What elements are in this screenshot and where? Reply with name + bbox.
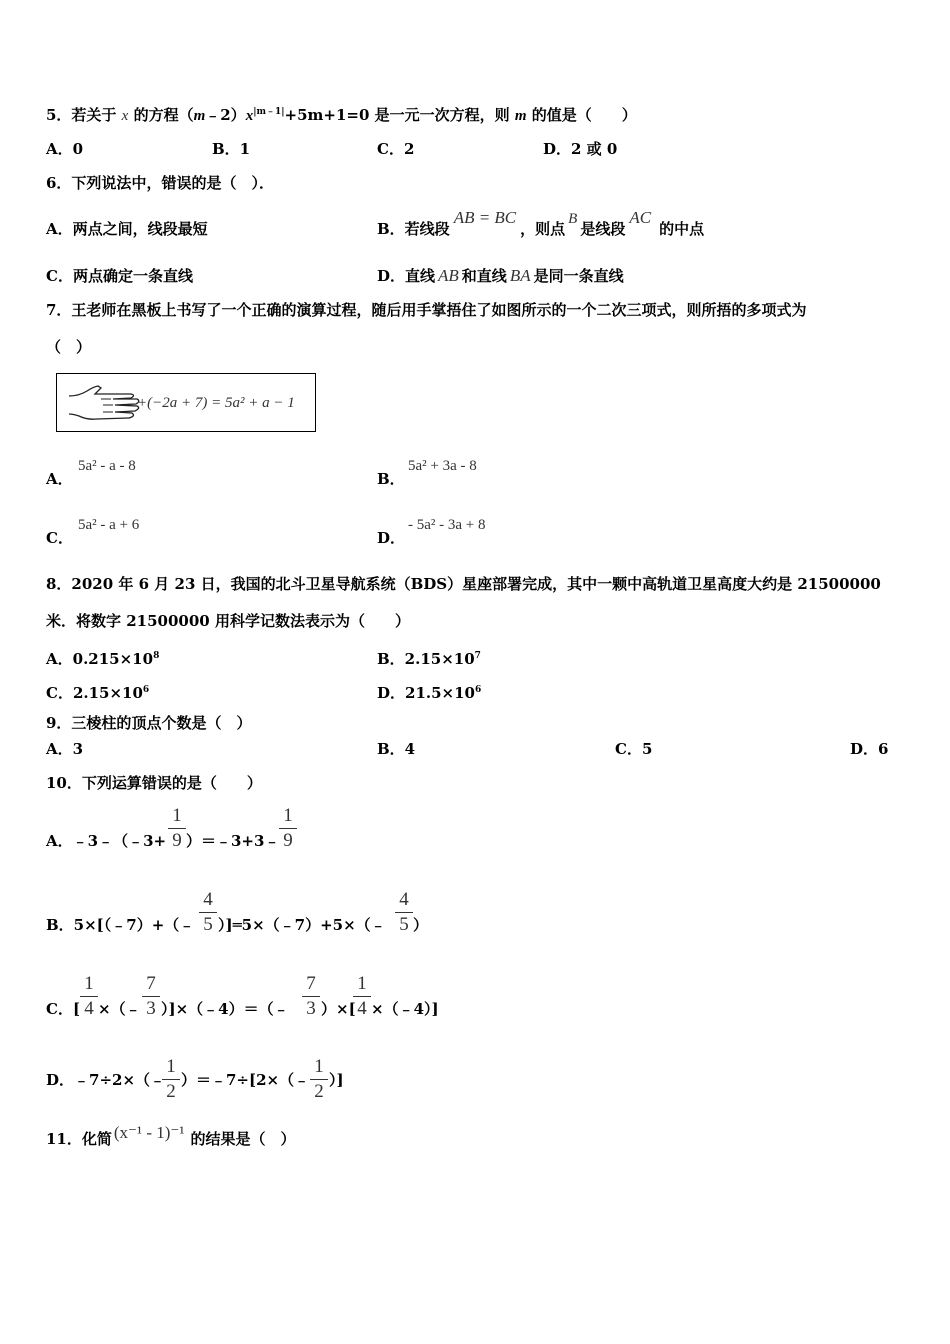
q10-c-fraction-3 (302, 974, 320, 1019)
q11-stem (46, 1123, 296, 1148)
q5-option-b: B．1 (212, 140, 251, 158)
frac-den: 2 (166, 1081, 176, 1102)
hand-icon (65, 378, 145, 428)
q7-option-d-label: D． (377, 529, 406, 547)
q6-option-b (377, 208, 705, 239)
q6-option-a: A．两点之间，线段最短 (46, 220, 208, 238)
q7-option-d-expr: - 5a² - 3a + 8 (408, 517, 486, 533)
frac-den: 3 (146, 998, 156, 1019)
q6-b-pre: B．若线段 (377, 220, 450, 238)
q5-var-m: m (193, 108, 206, 124)
q7-option-a-expr: 5a² - a - 8 (78, 458, 136, 474)
q8-option-d (377, 681, 481, 702)
q10-c-fraction-2 (142, 974, 160, 1019)
q8-b-exp: 7 (474, 651, 481, 661)
q7-figure (56, 373, 316, 432)
frac-den: 2 (314, 1081, 324, 1102)
q6-d-math2: BA (509, 266, 531, 285)
q9-stem: 9．三棱柱的顶点个数是（ ） (46, 714, 252, 732)
q6-option-c: C．两点确定一条直线 (46, 267, 193, 285)
q8-option-c (46, 681, 149, 702)
q10-option-b-part3: ） (413, 916, 429, 934)
q6-b-math2: B (568, 211, 578, 227)
q5-tail: +5m+1=0 是一元一次方程，则 (284, 106, 515, 124)
q8-a-exp: 8 (153, 651, 160, 661)
q7-option-c-expr: 5a² - a + 6 (78, 517, 140, 533)
q8-d-exp: 6 (474, 685, 482, 695)
q9-option-d: D．6 (850, 740, 889, 758)
q5-var-x: x (121, 108, 129, 124)
q6-b-mid: ，则点 (520, 220, 566, 238)
q6-d-pre: D．直线 (377, 267, 436, 285)
frac-den: 3 (306, 998, 316, 1019)
q6-d-math1: AB (438, 266, 459, 285)
q5-var-m2: m (514, 108, 527, 124)
q8-option-a (46, 647, 159, 668)
frac-den: 4 (84, 998, 94, 1019)
q9-option-b: B．4 (377, 740, 416, 758)
q7-option-b-expr: 5a² + 3a - 8 (408, 458, 477, 474)
q10-option-c-part1: C．[ (46, 1000, 81, 1018)
q10-d-fraction-2 (310, 1057, 328, 1102)
q5-mid2: ﹣2） (205, 106, 246, 124)
q10-c-fraction-4 (353, 974, 371, 1019)
q8-a-text: A．0.215×10 (46, 650, 154, 668)
q8-option-b (377, 647, 481, 668)
frac-num: 7 (146, 973, 156, 994)
q5-stem (46, 103, 637, 125)
q6-option-d (377, 267, 624, 285)
q7-option-b-label: B． (377, 470, 405, 488)
q10-b-fraction-1 (199, 890, 217, 935)
q8-stem-line1: 8．2020 年 6 月 23 日，我国的北斗卫星导航系统（BDS）星座部署完成，其中一颗中高轨道卫星高度大约是 21500000 (46, 575, 881, 593)
q11-stem-post: 的结果是（ ） (190, 1130, 296, 1148)
q6-b-mid2: 是线段 (580, 220, 626, 238)
q5-exponent: |m﹣1| (253, 107, 285, 117)
q10-a-fraction-1 (168, 806, 186, 851)
frac-den: 5 (203, 914, 213, 935)
q8-d-text: D．21.5×10 (377, 684, 475, 702)
q6-stem: 6．下列说法中，错误的是（ ）． (46, 174, 274, 192)
q5-option-a: A．0 (46, 140, 84, 158)
q11-stem-pre: 11．化简 (46, 1130, 112, 1148)
q5-option-d: D．2 或 0 (543, 140, 618, 158)
frac-num: 7 (306, 973, 316, 994)
q7-stem-line2: （ ） (46, 338, 92, 356)
q10-option-c-part5: ×（﹣4）] (371, 1000, 439, 1018)
q10-option-d-part3: ）] (329, 1071, 344, 1089)
frac-num: 1 (166, 1056, 176, 1077)
q6-b-math1: AB = BC (453, 208, 517, 227)
q7-stem-line1: 7．王老师在黑板上书写了一个正确的演算过程，随后用手掌捂住了如图所示的一个二次三项式，则所捂的多项式为 (46, 301, 807, 319)
frac-num: 1 (84, 973, 94, 994)
q10-option-d-part2: ）＝﹣7÷[2×（﹣ (181, 1071, 310, 1089)
q10-a-fraction-2 (279, 806, 297, 851)
q5-end: 的值是（ ） (526, 106, 637, 124)
q11-expression: (x⁻¹ - 1)⁻¹ (113, 1123, 185, 1142)
frac-num: 1 (314, 1056, 324, 1077)
q10-option-b-part2: ）]═5×（﹣7）+5×（﹣ (218, 916, 386, 934)
frac-den: 9 (172, 830, 182, 851)
q7-option-a-label: A． (46, 470, 73, 488)
q10-b-fraction-2 (395, 890, 413, 935)
q10-d-fraction-1 (162, 1057, 180, 1102)
q6-b-end: 的中点 (659, 220, 705, 238)
q6-d-mid: 和直线 (461, 267, 507, 285)
frac-den: 5 (399, 914, 409, 935)
q10-option-a-part1: A．﹣3﹣（﹣3+ (46, 832, 167, 850)
q10-stem: 10．下列运算错误的是（ ） (46, 774, 262, 792)
q8-c-text: C．2.15×10 (46, 684, 143, 702)
frac-num: 4 (203, 889, 213, 910)
frac-num: 1 (283, 805, 293, 826)
q5-base: x (245, 108, 254, 124)
q8-b-text: B．2.15×10 (377, 650, 475, 668)
q5-prefix: 5．若关于 (46, 106, 122, 124)
q10-option-c-part2: ×（﹣ (98, 1000, 141, 1018)
q5-option-c: C．2 (377, 140, 415, 158)
q10-option-d-part1: D．﹣7÷2×（﹣ (46, 1071, 166, 1089)
q10-option-c-part4: ）×[ (321, 1000, 356, 1018)
frac-num: 4 (399, 889, 409, 910)
q9-option-a: A．3 (46, 740, 84, 758)
q10-c-fraction-1 (80, 974, 98, 1019)
q10-option-a-part2: ）＝﹣3+3﹣ (186, 832, 280, 850)
frac-num: 1 (172, 805, 182, 826)
q5-mid1: 的方程（ (128, 106, 194, 124)
q8-c-exp: 6 (142, 685, 150, 695)
q6-d-end: 是同一条直线 (533, 267, 624, 285)
q10-option-b-part1: B．5×[（﹣7）+（﹣ (46, 916, 195, 934)
q8-stem-line2: 米．将数字 21500000 用科学记数法表示为（ ） (46, 612, 410, 630)
q6-b-math3: AC (629, 208, 652, 227)
q7-option-c-label: C． (46, 529, 73, 547)
q9-option-c: C．5 (615, 740, 653, 758)
q10-option-c-part3: ）]×（﹣4）＝（﹣ (161, 1000, 289, 1018)
frac-den: 4 (357, 998, 367, 1019)
q7-figure-expression: +(−2a + 7) = 5a² + a − 1 (137, 395, 295, 411)
frac-num: 1 (357, 973, 367, 994)
frac-den: 9 (283, 830, 293, 851)
